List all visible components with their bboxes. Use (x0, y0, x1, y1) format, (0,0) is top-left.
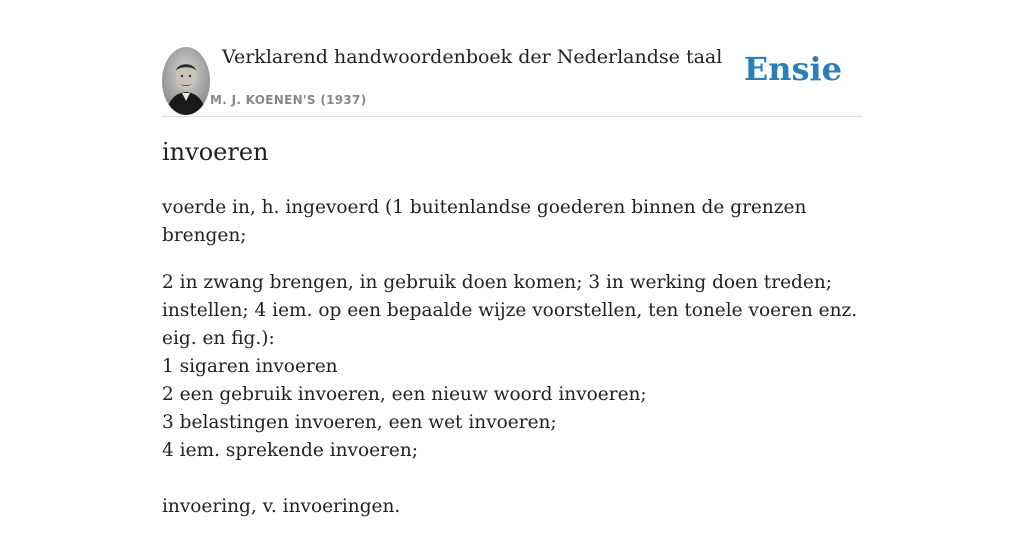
definition-paragraph-1: voerde in, h. ingevoerd (1 buitenlandse goederen binnen de grenzen brengen; (162, 197, 807, 246)
example-item: 4 iem. sprekende invoeren; (162, 440, 419, 461)
book-author: M. J. KOENEN'S (1937) (210, 93, 367, 107)
header (162, 0, 862, 117)
example-item: 1 sigaren invoeren (162, 356, 338, 377)
example-item: 3 belastingen invoeren, een wet invoeren; (162, 412, 557, 433)
brand-logo[interactable]: Ensie (743, 50, 842, 88)
examples-list (162, 353, 862, 465)
derived-forms: invoering, v. invoeringen. (162, 496, 401, 517)
book-title[interactable]: Verklarend handwoordenboek der Nederlandse taal (222, 46, 723, 68)
definition-paragraph-2: 2 in zwang brengen, in gebruik doen komen; 3 in werking doen treden; instellen; 4 iem. op een bepaalde wijze voorstellen, ten tonele voeren enz. eig. en fig.): (162, 272, 858, 349)
entry-headword: invoeren (162, 138, 269, 166)
page (162, 0, 862, 517)
entry-definition (162, 194, 862, 540)
author-portrait (162, 47, 210, 115)
example-item: 2 een gebruik invoeren, een nieuw woord invoeren; (162, 384, 647, 405)
